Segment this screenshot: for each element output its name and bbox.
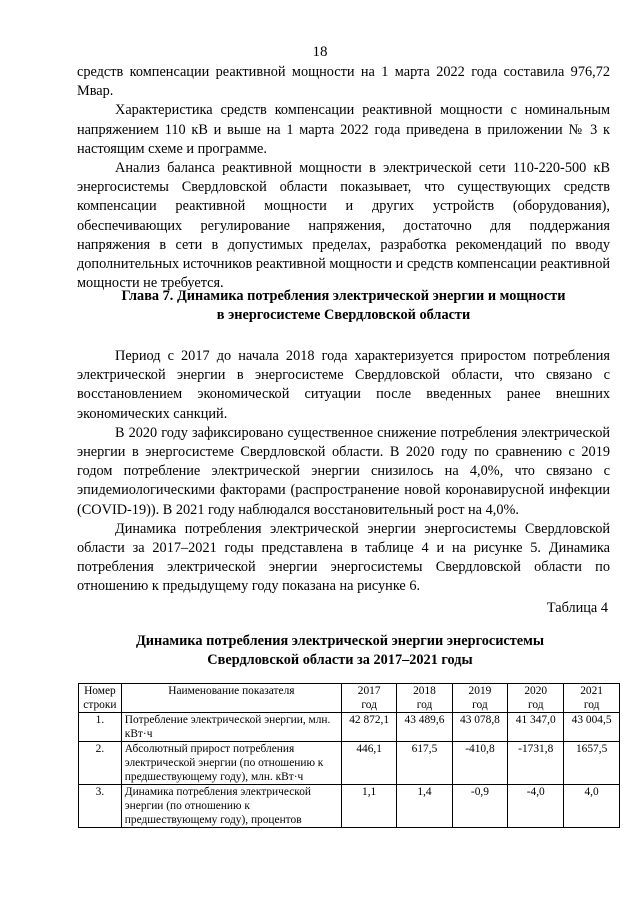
paragraph: Период с 2017 до начала 2018 года характеризуется приростом потребления электрической энергии в энергосистеме Свердловской области, что связано с восстановлением экономической ситуации после введенных ранее внешних экономических санкций. xyxy=(77,348,610,422)
table-row xyxy=(79,713,620,742)
header-text: 2018 xyxy=(413,685,436,697)
header-indicator: Наименование показателя xyxy=(121,684,341,713)
table-header-row xyxy=(79,684,620,713)
header-text: 2019 xyxy=(468,685,492,697)
cell-value: 1657,5 xyxy=(564,742,620,785)
row-number: 1. xyxy=(79,713,122,742)
paragraph: Динамика потребления электрической энергии энергосистемы Свердловской области за 2017–2021 годы представлена в таблице 4 и на рисунке 5. Динамика потребления электрической энергии энергосистемы Свердловской области по отношению к предыдущему году показана на рисунке 6. xyxy=(77,520,610,595)
intro-text-block xyxy=(77,63,610,293)
chapter-heading-line: в энергосистеме Свердловской области xyxy=(216,307,471,323)
cell-value: 42 872,1 xyxy=(341,713,396,742)
cell-value: 617,5 xyxy=(397,742,452,785)
cell-value: -0,9 xyxy=(452,785,508,828)
cell-value: 446,1 xyxy=(341,742,396,785)
chapter-text-block xyxy=(77,347,610,597)
header-text: строки xyxy=(83,699,117,711)
row-number: 3. xyxy=(79,785,122,828)
table-title xyxy=(60,632,620,670)
paragraph: Анализ баланса реактивной мощности в электрической сети 110-220-500 кВ энергосистемы Свердловской области показывает, что существующих средств компенсации реактивной мощности и других устройств (оборудования), обеспечивающих регулирование напряжения, достаточно для поддержания напряжения в сети в допустимых пределах, разработка рекомендаций по вводу дополнительных источников реактивной мощности и средств компенсации реактивной мощности не требуется. xyxy=(77,160,610,292)
header-text: год xyxy=(583,699,600,711)
cell-value: 1,1 xyxy=(341,785,396,828)
consumption-table xyxy=(78,683,620,828)
cell-value: -4,0 xyxy=(508,785,564,828)
header-year xyxy=(564,684,620,713)
chapter-heading-line: Глава 7. Динамика потребления электрической энергии и мощности xyxy=(121,288,566,304)
row-indicator: Абсолютный прирост потребления электрической энергии (по отношению к предшествующему году), млн. кВт·ч xyxy=(121,742,341,785)
header-year xyxy=(341,684,396,713)
table-title-line: Свердловской области за 2017–2021 годы xyxy=(207,652,473,668)
cell-value: 41 347,0 xyxy=(508,713,564,742)
table-title-line: Динамика потребления электрической энергии энергосистемы xyxy=(135,633,545,649)
paragraph: В 2020 году зафиксировано существенное снижение потребления электрической энергии в энергосистеме Свердловской области. В 2020 году по сравнению с 2019 годом потребление электрической энергии снизилось на 4,0%, что связано с эпидемиологическими факторами (распространение новой коронавирусной инфекции (COVID-19)). В 2021 году наблюдался восстановительный рост на 4,0%. xyxy=(77,424,610,518)
row-indicator: Динамика потребления электрической энергии (по отношению к предшествующему году), процентов xyxy=(121,785,341,828)
header-text: 2017 xyxy=(357,685,381,697)
table-row xyxy=(79,742,620,785)
cell-value: 1,4 xyxy=(397,785,452,828)
table-label: Таблица 4 xyxy=(546,600,608,616)
cell-value: 43 078,8 xyxy=(452,713,508,742)
cell-value: 43 489,6 xyxy=(397,713,452,742)
cell-value: 43 004,5 xyxy=(564,713,620,742)
chapter-heading xyxy=(77,287,610,325)
paragraph: средств компенсации реактивной мощности на 1 марта 2022 года составила 976,72 Мвар. xyxy=(77,64,610,100)
header-year xyxy=(397,684,452,713)
table-row xyxy=(79,785,620,828)
header-text: год xyxy=(472,699,488,711)
header-text: год xyxy=(416,699,433,711)
header-row-number xyxy=(79,684,122,713)
header-text: год xyxy=(527,699,544,711)
header-text: Номер xyxy=(84,685,116,697)
cell-value: 4,0 xyxy=(564,785,620,828)
cell-value: -410,8 xyxy=(452,742,508,785)
row-indicator: Потребление электрической энергии, млн. кВт·ч xyxy=(121,713,341,742)
header-year xyxy=(452,684,508,713)
header-text: 2021 xyxy=(580,685,603,697)
cell-value: -1731,8 xyxy=(508,742,564,785)
header-text: 2020 xyxy=(524,685,548,697)
page-number: 18 xyxy=(312,44,328,60)
paragraph: Характеристика средств компенсации реактивной мощности с номинальным напряжением 110 кВ и выше на 1 марта 2022 года приведена в приложении № 3 к настоящим схеме и программе. xyxy=(77,102,610,157)
header-year xyxy=(508,684,564,713)
row-number: 2. xyxy=(79,742,122,785)
header-text: год xyxy=(361,699,377,711)
